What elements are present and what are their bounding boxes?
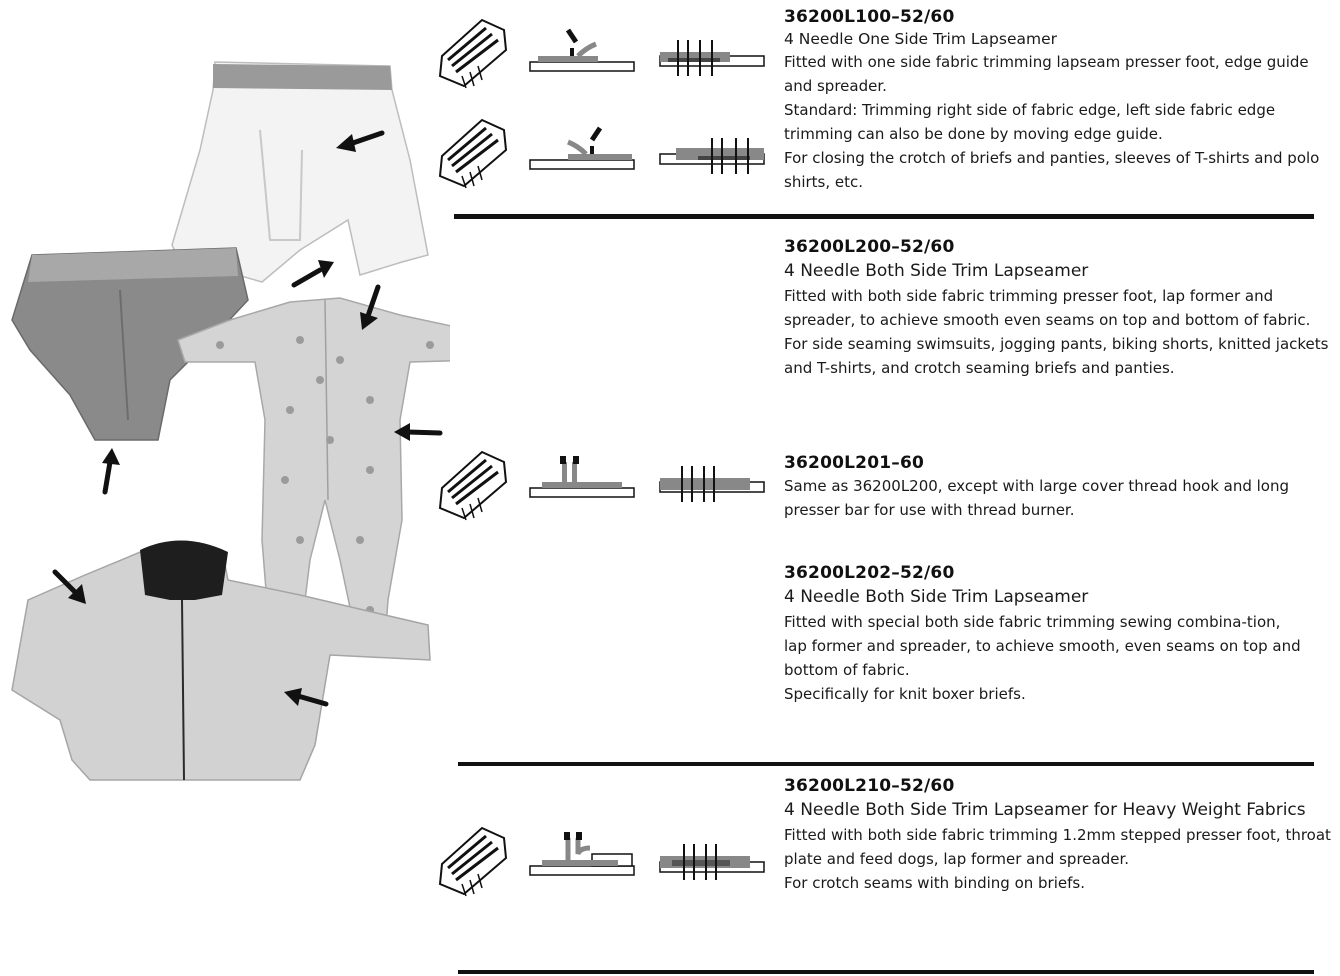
description-line: Fitted with both side fabric trimming presser foot, lap former and spreader, to achieve smooth even seams on top and bottom of fabric. bbox=[784, 287, 1311, 329]
description-line: For side seaming swimsuits, jogging pants, biking shorts, knitted jackets and T-shirts, and crotch seaming briefs and panties. bbox=[784, 335, 1329, 377]
product-code: 36200L210–52/60 bbox=[784, 776, 955, 796]
product-title: 4 Needle Both Side Trim Lapseamer for Heavy Weight Fabrics bbox=[784, 800, 1306, 820]
description-line: Fitted with special both side fabric trimming sewing combina-tion, bbox=[784, 613, 1281, 631]
description-line: Specifically for knit boxer briefs. bbox=[784, 685, 1026, 703]
product-description bbox=[784, 50, 1340, 194]
section-divider bbox=[458, 762, 1314, 766]
description-line: For closing the crotch of briefs and panties, sleeves of T-shirts and polo shirts, etc. bbox=[784, 149, 1320, 191]
product-block-36200L202 bbox=[784, 562, 1340, 706]
product-title: 4 Needle Both Side Trim Lapseamer bbox=[784, 261, 1089, 281]
seam-top-view-icon bbox=[658, 36, 766, 78]
seam-cross-section-icon bbox=[528, 452, 638, 500]
product-title: 4 Needle One Side Trim Lapseamer bbox=[784, 30, 1057, 48]
seam-top-view-icon bbox=[658, 840, 766, 882]
product-code: 36200L201–60 bbox=[784, 453, 925, 473]
product-code: 36200L200–52/60 bbox=[784, 237, 955, 257]
description-line: Standard: Trimming right side of fabric edge, left side fabric edge trimming can also be done by moving edge guide. bbox=[784, 101, 1276, 143]
presser-foot-icon bbox=[436, 16, 510, 92]
product-block-36200L200 bbox=[784, 236, 1340, 380]
product-description bbox=[784, 610, 1340, 706]
presser-foot-icon bbox=[436, 824, 510, 900]
section-divider bbox=[454, 214, 1314, 219]
product-block-36200L210 bbox=[784, 775, 1340, 895]
product-code: 36200L100–52/60 bbox=[784, 7, 955, 27]
section-divider bbox=[458, 970, 1314, 974]
product-description bbox=[784, 474, 1340, 522]
product-block-36200L201 bbox=[784, 452, 1340, 522]
seam-top-view-icon bbox=[658, 134, 766, 176]
garment-illustrations bbox=[0, 0, 450, 830]
description-line: Fitted with one side fabric trimming lapseam presser foot, edge guide and spreader. bbox=[784, 53, 1309, 95]
seam-cross-section-icon bbox=[528, 26, 638, 74]
seam-cross-section-icon bbox=[528, 124, 638, 172]
product-code: 36200L202–52/60 bbox=[784, 563, 955, 583]
seam-cross-section-icon bbox=[528, 828, 638, 878]
product-title: 4 Needle Both Side Trim Lapseamer bbox=[784, 587, 1089, 607]
product-description bbox=[784, 823, 1340, 895]
product-block-36200L100 bbox=[784, 6, 1340, 194]
presser-foot-icon bbox=[436, 448, 510, 524]
description-line: For crotch seams with binding on briefs. bbox=[784, 874, 1085, 892]
seam-top-view-icon bbox=[658, 462, 766, 504]
presser-foot-icon bbox=[436, 116, 510, 192]
description-line: Same as 36200L200, except with large cover thread hook and long presser bar for use with thread burner. bbox=[784, 477, 1290, 519]
product-description bbox=[784, 284, 1340, 380]
description-line: lap former and spreader, to achieve smooth, even seams on top and bottom of fabric. bbox=[784, 637, 1301, 679]
description-line: Fitted with both side fabric trimming 1.2mm stepped presser foot, throat plate and feed dogs, lap former and spreader. bbox=[784, 826, 1331, 868]
